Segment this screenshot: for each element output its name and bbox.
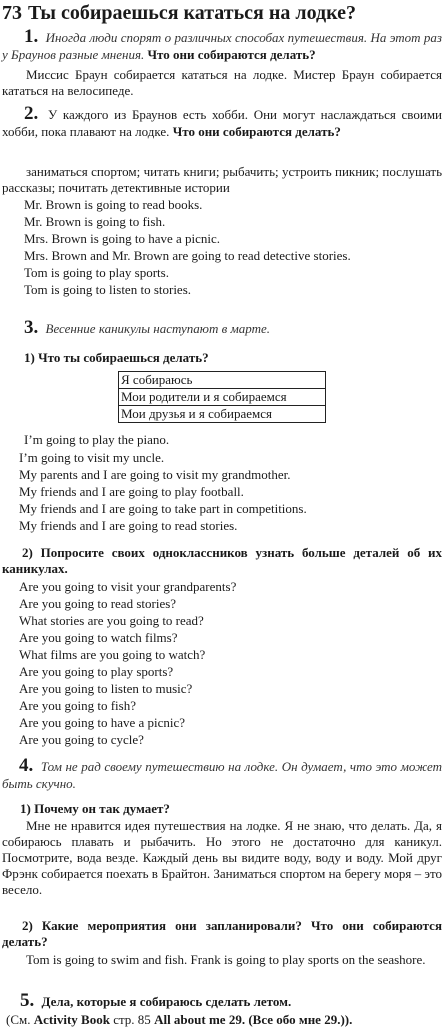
section5-number: 5.: [20, 990, 35, 1011]
section3-answer: My parents and I are going to visit my grandmother.: [19, 467, 291, 482]
section1-intro: [2, 28, 442, 63]
section1-question: Что они собираются делать?: [147, 47, 316, 62]
section2-line: Mr. Brown is going to read books.: [24, 197, 203, 212]
section3-question2: 2) Попросите своих одноклассников узнать больше деталей об их каникулах.: [2, 545, 442, 576]
section3-question-item: What films are you going to watch?: [19, 647, 206, 662]
section3-answer: My friends and I are going to take part in competitions.: [19, 501, 307, 516]
section3-question-item: Are you going to visit your grandparents?: [19, 579, 237, 594]
section4-intro-text: Том не рад своему путешествию на лодке. Он думает, что это может быть скучно.: [2, 759, 443, 791]
section2-number: 2.: [24, 103, 39, 124]
section3-answer: I’m going to play the piano.: [24, 432, 170, 447]
section4-answer2: Tom is going to swim and fish. Frank is going to play sports on the seashore.: [26, 952, 426, 967]
section3-question1: 1) Что ты собираешься делать?: [24, 350, 209, 365]
reference-book: Activity Book: [33, 1012, 110, 1027]
reference-unit: All about me 29. (Все обо мне 29.): [154, 1012, 345, 1027]
section3-question-item: Are you going to watch films?: [19, 630, 178, 645]
section3-question-item: Are you going to listen to music?: [19, 681, 193, 696]
section3-answer: My friends and I are going to play football.: [19, 484, 244, 499]
section4-question2: 2) Какие мероприятия они запланировали? Что они собираются делать?: [2, 918, 442, 949]
section3-intro: [24, 319, 270, 337]
phrase-table-row: Мои друзья и я собираемся: [119, 405, 325, 422]
section3-intro-text: Весенние каникулы наступают в марте.: [45, 321, 271, 336]
section4-number: 4.: [19, 755, 34, 776]
section3-question-item: Are you going to read stories?: [19, 596, 177, 611]
section3-answer: I’m going to visit my uncle.: [19, 450, 165, 465]
lesson-number: 73: [2, 2, 22, 24]
section3-question-item: Are you going to cycle?: [19, 732, 144, 747]
section1-answer: Миссис Браун собирается кататься на лодке. Мистер Браун собирается кататься на велосипеде.: [2, 67, 442, 98]
section2-line: Tom is going to listen to stories.: [24, 282, 192, 297]
lesson-title: [2, 1, 356, 25]
section2-line: Mrs. Brown is going to have a picnic.: [24, 231, 221, 246]
section5-title: Дела, которые я собираюсь сделать летом.: [41, 994, 292, 1009]
section1-number: 1.: [24, 26, 39, 47]
phrase-table-row: Мои родители и я собираемся: [119, 388, 325, 405]
reference-suffix: ).: [344, 1012, 353, 1027]
section3-question-item: Are you going to have a picnic?: [19, 715, 186, 730]
section5-heading: [20, 992, 291, 1010]
section3-question-item: Are you going to fish?: [19, 698, 136, 713]
section2-hobbies: заниматься спортом; читать книги; рыбачить; устроить пикник; послушать рассказы; почитать детективные истории: [2, 164, 442, 195]
section3-number: 3.: [24, 317, 39, 338]
section1-intro-text: Иногда люди спорят о различных способах путешествия. На этот раз у Браунов разные мнения.: [2, 30, 442, 62]
phrase-table-row: Я собираюсь: [121, 372, 193, 387]
section5-reference: [6, 1012, 352, 1028]
section2-line: Mr. Brown is going to fish.: [24, 214, 166, 229]
section3-answer: My friends and I are going to read stories.: [19, 518, 238, 533]
reference-page: стр. 85: [113, 1012, 151, 1027]
section3-question-item: What stories are you going to read?: [19, 613, 204, 628]
section2-line: Mrs. Brown and Mr. Brown are going to read detective stories.: [24, 248, 351, 263]
section2-line: Tom is going to play sports.: [24, 265, 169, 280]
section2-intro: [2, 105, 442, 140]
section3-question-item: Are you going to play sports?: [19, 664, 174, 679]
section4-answer1: Мне не нравится идея путешествия на лодке. Я не знаю, что делать. Да, я собираюсь плавать и рыбачить. Но этого не достаточно для каникул. Посмотрите, вода везде. Каждый день вы видите воду, воду и воду. Мой друг Фрэнк собирается поехать в Брайтон. Заниматься спортом на берегу моря – это весело.: [2, 818, 442, 897]
section4-intro: [2, 757, 442, 792]
phrase-table: [118, 371, 326, 423]
reference-prefix: (См.: [6, 1012, 31, 1027]
section2-intro-text: У каждого из Браунов есть хобби. Они могут наслаждаться своими хобби, пока плавают на лодке.: [2, 107, 443, 139]
section2-question: Что они собираются делать?: [172, 124, 341, 139]
section4-question1: 1) Почему он так думает?: [20, 801, 170, 816]
lesson-title-text: Ты собираешься кататься на лодке?: [28, 2, 357, 24]
